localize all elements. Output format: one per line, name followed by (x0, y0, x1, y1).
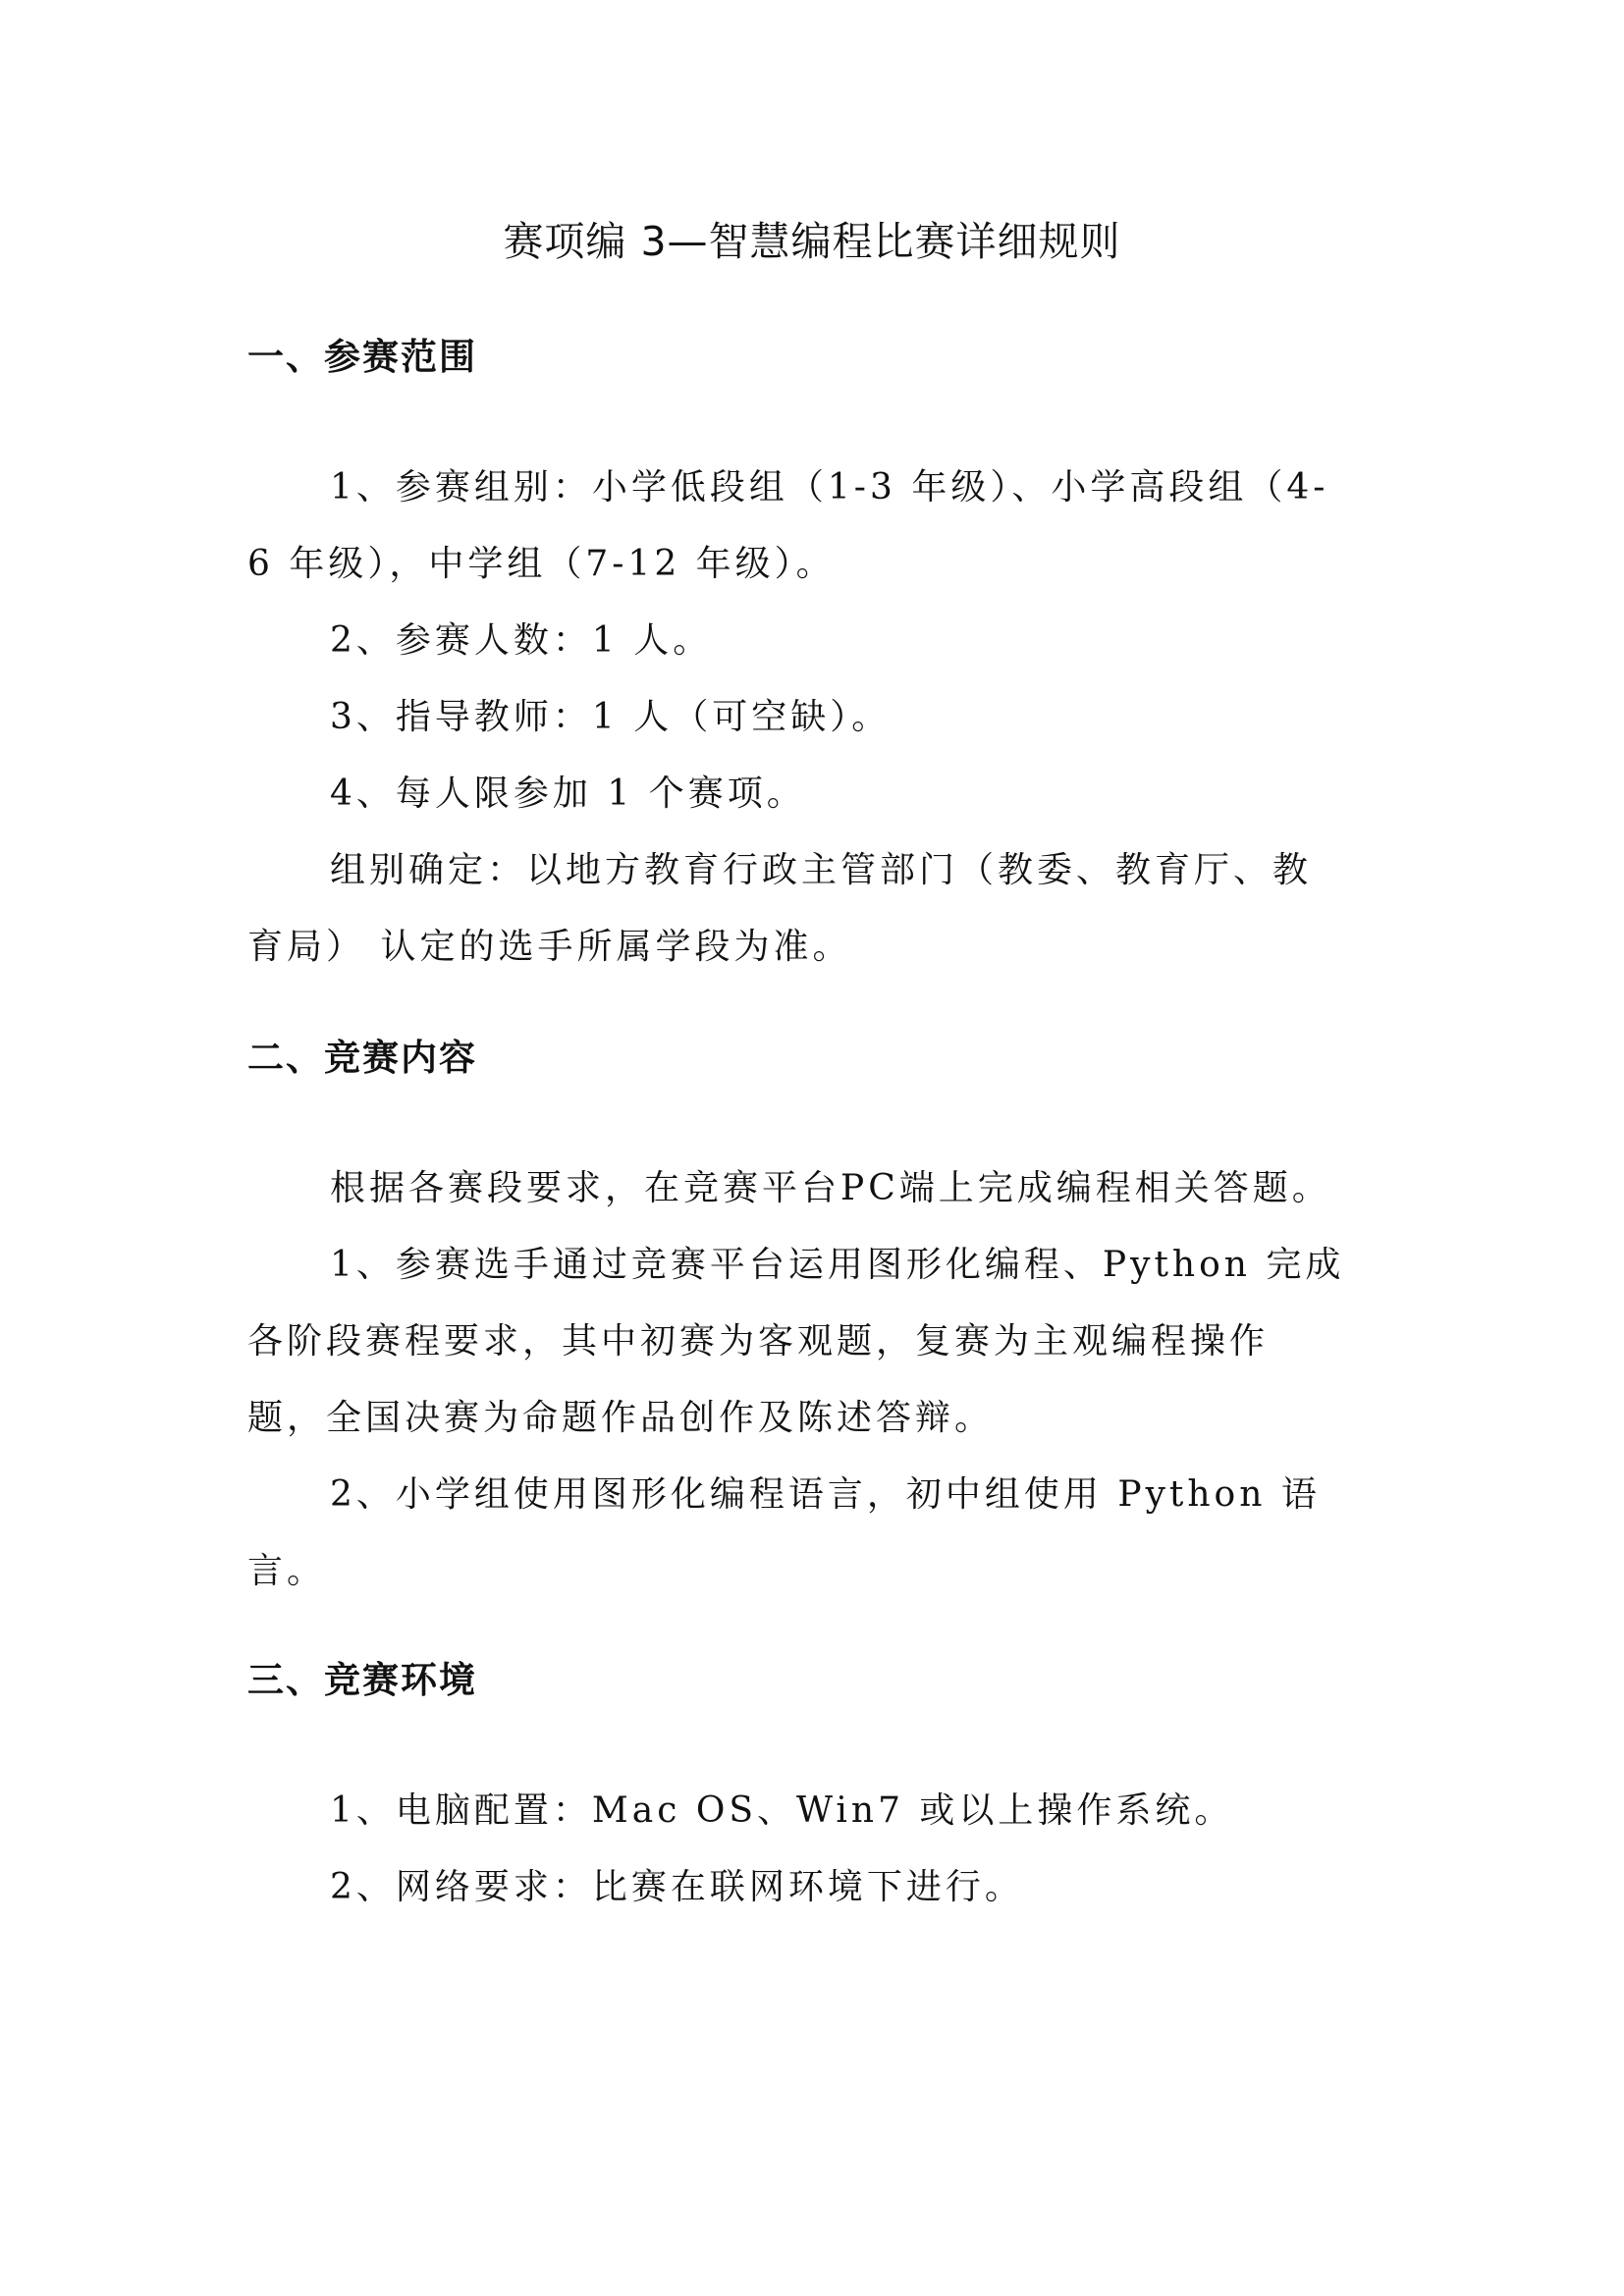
section-heading-environment: 三、竞赛环境 (247, 1659, 477, 1701)
paragraph-line: 2、参赛人数：1 人。 (330, 620, 713, 661)
paragraph-line: 根据各赛段要求，在竞赛平台PC端上完成编程相关答题。 (330, 1168, 1331, 1208)
paragraph-participants (247, 603, 1363, 679)
paragraph-groups (247, 450, 1363, 603)
paragraph-line: 2、小学组使用图形化编程语言，初中组使用 Python 语 (330, 1474, 1321, 1515)
paragraph-line: 4、每人限参加 1 个赛项。 (330, 774, 806, 814)
section-heading-content: 二、竞赛内容 (247, 1037, 477, 1079)
paragraph-line: 2、网络要求：比赛在联网环境下进行。 (330, 1867, 1024, 1907)
section-heading-scope: 一、参赛范围 (247, 336, 477, 378)
paragraph-computer (247, 1773, 1363, 1849)
paragraph-line: 1、电脑配置：Mac OS、Win7 或以上操作系统。 (330, 1790, 1234, 1831)
paragraph-intro (247, 1150, 1363, 1227)
paragraph-line: 1、参赛组别：小学低段组（1-3 年级）、小学高段组（4- (330, 467, 1329, 507)
paragraph-line: 组别确定：以地方教育行政主管部门（教委、教育厅、教 (330, 850, 1313, 890)
paragraph-line: 题，全国决赛为命题作品创作及陈述答辩。 (247, 1398, 995, 1438)
paragraph-line: 1、参赛选手通过竞赛平台运用图形化编程、Python 完成 (330, 1245, 1345, 1285)
paragraph-line: 6 年级），中学组（7-12 年级）。 (247, 544, 836, 584)
paragraph-platform (247, 1227, 1363, 1457)
paragraph-limit (247, 756, 1363, 832)
paragraph-language (247, 1457, 1363, 1610)
paragraph-line: 3、指导教师：1 人（可空缺）。 (330, 697, 892, 737)
paragraph-line: 育局） 认定的选手所属学段为准。 (247, 927, 852, 967)
paragraph-line: 各阶段赛程要求，其中初赛为客观题，复赛为主观编程操作 (247, 1321, 1270, 1362)
document-title: 赛项编 3—智慧编程比赛详细规则 (503, 218, 1121, 265)
paragraph-group-determination (247, 832, 1363, 986)
paragraph-instructor (247, 679, 1363, 756)
paragraph-network (247, 1849, 1363, 1926)
paragraph-line: 言。 (247, 1551, 327, 1591)
